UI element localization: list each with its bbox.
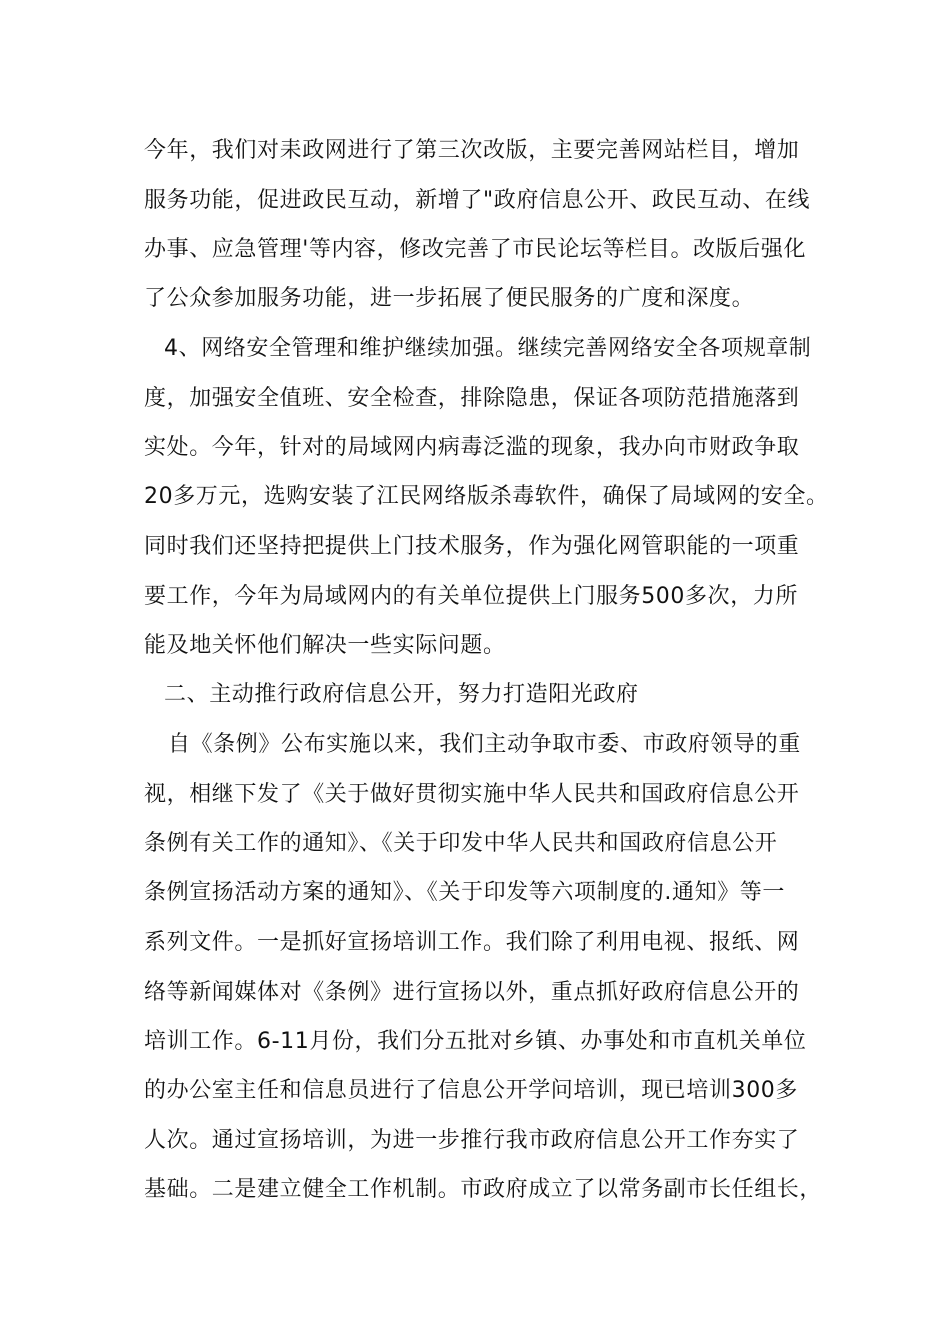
text-line: 系列文件。一是抓好宣扬培训工作。我们除了利用电视、报纸、网 [144,930,800,955]
text-line: 办事、应急管理'等内容，修改完善了市民论坛等栏目。改版后强化 [144,237,807,262]
text-line: 条例宣扬活动方案的通知》、《关于印发等六项制度的.通知》等一 [144,880,785,905]
text-line: 视，相继下发了《关于做好贯彻实施中华人民共和国政府信息公开 [144,782,800,807]
text-line: 服务功能，促进政民互动，新增了"政府信息公开、政民互动、在线 [144,188,811,213]
section-heading: 二、主动推行政府信息公开，努力打造阳光政府 [164,682,639,707]
text-line: 自《条例》公布实施以来，我们主动争取市委、市政府领导的重 [168,732,801,757]
text-line: 4、网络安全管理和维护继续加强。继续完善网络安全各项规章制 [164,336,812,361]
text-line: 络等新闻媒体对《条例》进行宣扬以外，重点抓好政府信息公开的 [144,980,800,1005]
text-line: 条例有关工作的通知》、《关于印发中华人民共和国政府信息公开 [144,831,778,856]
text-line: 基础。二是建立健全工作机制。市政府成立了以常务副市长任组长， [144,1177,823,1202]
text-line: 今年，我们对耒政网进行了第三次改版，主要完善网站栏目，增加 [144,138,800,163]
text-line: 20多万元，选购安装了江民网络版杀毒软件，确保了局域网的安全。 [144,484,829,509]
text-line: 要工作，今年为局域网内的有关单位提供上门服务500多次，力所 [144,584,798,609]
text-line: 度，加强安全值班、安全检查，排除隐患，保证各项防范措施落到 [144,386,800,411]
text-line: 能及地关怀他们解决一些实际问题。 [144,633,506,658]
text-line: 人次。通过宣扬培训，为进一步推行我市政府信息公开工作夯实了 [144,1128,800,1153]
text-line: 培训工作。6-11月份，我们分五批对乡镇、办事处和市直机关单位 [144,1029,807,1054]
text-line: 的办公室主任和信息员进行了信息公开学问培训，现已培训300多 [144,1078,798,1103]
text-line: 实处。今年，针对的局域网内病毒泛滥的现象，我办向市财政争取 [144,435,800,460]
text-line: 了公众参加服务功能，进一步拓展了便民服务的广度和深度。 [144,286,755,311]
text-line: 同时我们还坚持把提供上门技术服务，作为强化网管职能的一项重 [144,534,800,559]
